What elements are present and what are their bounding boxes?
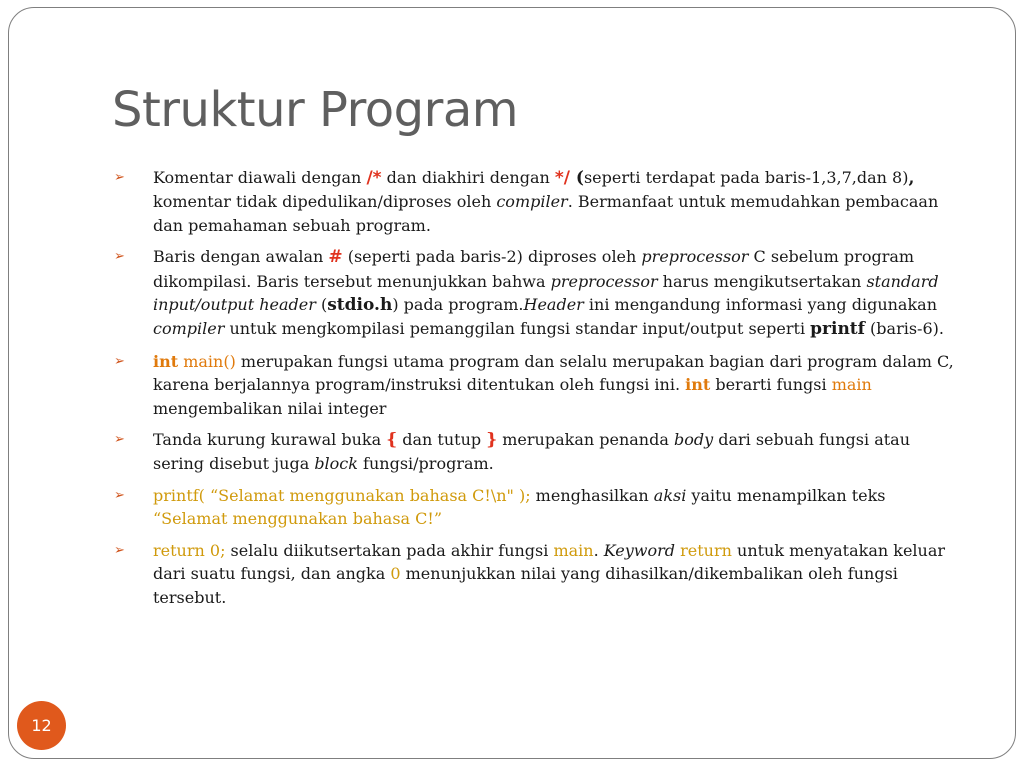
term-preprocessor: preprocessor [641, 247, 749, 267]
text: berarti fungsi [710, 375, 832, 395]
brace-close-token: } [486, 430, 498, 451]
arrow-bullet-icon: ➢ [114, 249, 125, 265]
term-block: block [314, 454, 358, 474]
text: komentar tidak dipedulikan/diproses oleh [153, 192, 497, 212]
text: (baris-6). [864, 319, 944, 339]
arrow-bullet-icon: ➢ [114, 353, 125, 369]
text: dari sebuah fungsi atau sering disebut juga [153, 430, 910, 474]
arrow-bullet-icon: ➢ [114, 170, 125, 185]
brace-open-token: { [386, 430, 398, 451]
text: Tanda kurung kurawal buka [153, 430, 387, 450]
text: yaitu menampilkan teks [686, 485, 886, 505]
text: untuk mengkompilasi pemanggilan fungsi standar input/output seperti [224, 319, 811, 339]
printf-token: printf [810, 319, 865, 340]
text: ) pada program. [392, 295, 524, 315]
output-text: “Selamat menggunakan bahasa C!” [153, 509, 443, 529]
term-compiler: compiler [153, 319, 225, 339]
arrow-bullet-icon: ➢ [114, 432, 125, 448]
main-call-token: main() [178, 351, 236, 371]
int-keyword: int [153, 351, 179, 371]
term-keyword: Keyword [603, 540, 676, 560]
printf-code: printf( “Selamat menggunakan bahasa C!\n" ); [153, 485, 531, 505]
page-number-badge: 12 [17, 701, 66, 750]
comment-close-token: */ [554, 168, 570, 188]
text: merupakan fungsi utama program dan selalu merupakan bagian dari program dalam C, karena berjalannya program/instruksi ditentukan oleh fungsi ini. [153, 351, 954, 395]
term-compiler: compiler [496, 192, 568, 212]
term-std-io-header: standard input/output header [153, 271, 939, 315]
paren-open: ( [569, 168, 584, 188]
text: (seperti pada baris-2) diproses oleh [342, 247, 642, 267]
zero-token: 0 [390, 564, 401, 584]
slide-title: Struktur Program [112, 82, 518, 138]
text: . [593, 540, 604, 560]
text: dan diakhiri dengan [381, 168, 555, 187]
bullet-braces [112, 428, 964, 476]
text: ini mengandung informasi yang digunakan [583, 295, 937, 315]
text: selalu diikutsertakan pada akhir fungsi [225, 540, 554, 560]
term-preprocessor: preprocessor [550, 271, 658, 291]
main-token: main [553, 540, 594, 560]
stdio-token: stdio.h [327, 295, 393, 316]
term-aksi: aksi [653, 485, 687, 505]
text: fungsi/program. [357, 454, 494, 474]
text: menunjukkan nilai yang dihasilkan/dikembalikan oleh fungsi tersebut. [153, 564, 898, 607]
text: mengembalikan nilai integer [153, 398, 387, 418]
text: Komentar diawali dengan [153, 168, 367, 187]
text: dan tutup [397, 430, 487, 450]
arrow-bullet-icon: ➢ [114, 487, 125, 503]
return-token: return [680, 540, 732, 560]
bullet-printf [112, 484, 964, 531]
term-body: body [673, 430, 714, 450]
int-keyword: int [685, 375, 711, 395]
term-header: Header [523, 295, 584, 315]
main-token: main [831, 375, 872, 395]
text: C sebelum program dikompilasi. Baris tersebut menunjukkan bahwa [153, 247, 915, 291]
text: untuk menyatakan keluar dari suatu fungsi, dan angka [153, 540, 946, 584]
bullet-preprocessor [112, 245, 964, 342]
text: ( [315, 295, 328, 315]
text: seperti terdapat pada baris-1,3,7,dan 8) [583, 168, 909, 187]
bullet-list [112, 166, 964, 617]
bullet-main [112, 350, 964, 420]
text: merupakan penanda [497, 430, 674, 450]
text: menghasilkan [530, 485, 654, 505]
bullet-comments [112, 166, 964, 237]
comma: , [908, 168, 915, 188]
arrow-bullet-icon: ➢ [114, 542, 125, 558]
text: . Bermanfaat untuk memudahkan pembacaan dan pemahaman sebuah program. [153, 192, 939, 235]
hash-token: # [328, 247, 343, 268]
text: Baris dengan awalan [153, 247, 329, 267]
bullet-return [112, 539, 964, 609]
return-code: return 0; [153, 540, 226, 560]
text: harus mengikutsertakan [657, 271, 867, 291]
comment-open-token: /* [366, 168, 382, 188]
